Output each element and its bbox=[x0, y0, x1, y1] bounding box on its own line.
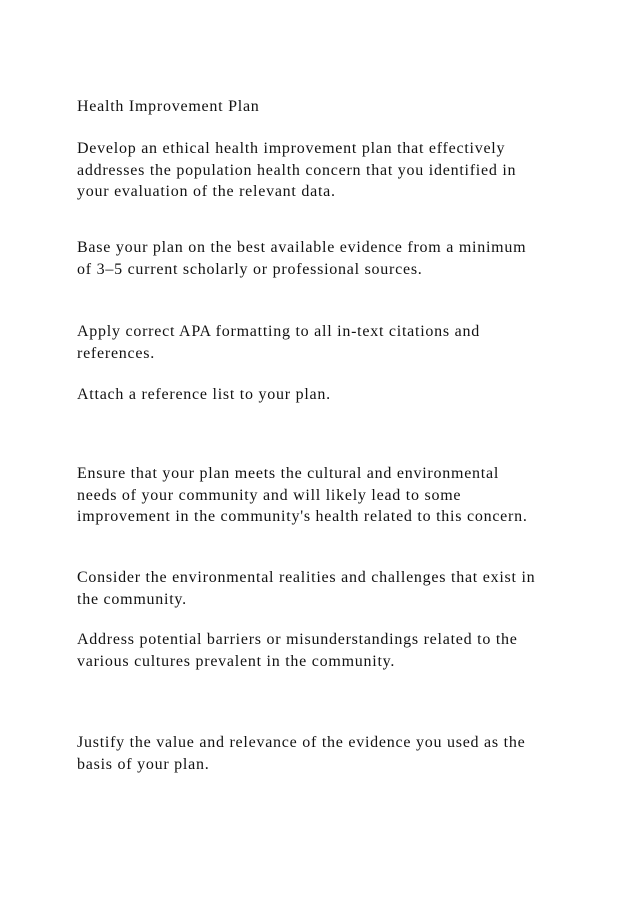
paragraph-line: the community. bbox=[77, 590, 187, 608]
paragraph-line: Ensure that your plan meets the cultural and environmental bbox=[77, 465, 500, 482]
paragraph-line: needs of your community and will likely lead to some bbox=[77, 486, 462, 504]
paragraph-line: Justify the value and relevance of the evidence you used as the bbox=[77, 734, 526, 751]
paragraph-line: Consider the environmental realities and challenges that exist in bbox=[77, 569, 536, 586]
paragraph-line: of 3–5 current scholarly or professional sources. bbox=[77, 260, 423, 278]
paragraph-line: addresses the population health concern that you identified in bbox=[77, 161, 517, 179]
paragraph-line: Apply correct APA formatting to all in-text citations and bbox=[77, 323, 480, 340]
paragraph-justify-evidence bbox=[77, 732, 577, 775]
paragraph-line: Attach a reference list to your plan. bbox=[77, 386, 331, 403]
paragraph-environmental-realities bbox=[77, 567, 577, 610]
paragraph-line: improvement in the community's health related to this concern. bbox=[77, 508, 528, 525]
paragraph-barriers bbox=[77, 629, 577, 672]
paragraph-reference-list bbox=[77, 384, 577, 406]
document-title bbox=[77, 96, 577, 118]
paragraph-apa-formatting bbox=[77, 321, 577, 364]
paragraph-develop-plan bbox=[77, 138, 577, 203]
paragraph-cultural-needs bbox=[77, 463, 577, 528]
paragraph-line: Develop an ethical health improvement plan that effectively bbox=[77, 140, 506, 157]
paragraph-line: basis of your plan. bbox=[77, 755, 210, 773]
paragraph-line: Address potential barriers or misunderstandings related to the bbox=[77, 631, 518, 648]
paragraph-line: your evaluation of the relevant data. bbox=[77, 183, 336, 200]
paragraph-line: various cultures prevalent in the community. bbox=[77, 652, 396, 670]
paragraph-line: references. bbox=[77, 344, 155, 362]
paragraph-evidence-base bbox=[77, 237, 577, 280]
title-line: Health Improvement Plan bbox=[77, 98, 260, 115]
paragraph-line: Base your plan on the best available evidence from a minimum bbox=[77, 239, 527, 256]
